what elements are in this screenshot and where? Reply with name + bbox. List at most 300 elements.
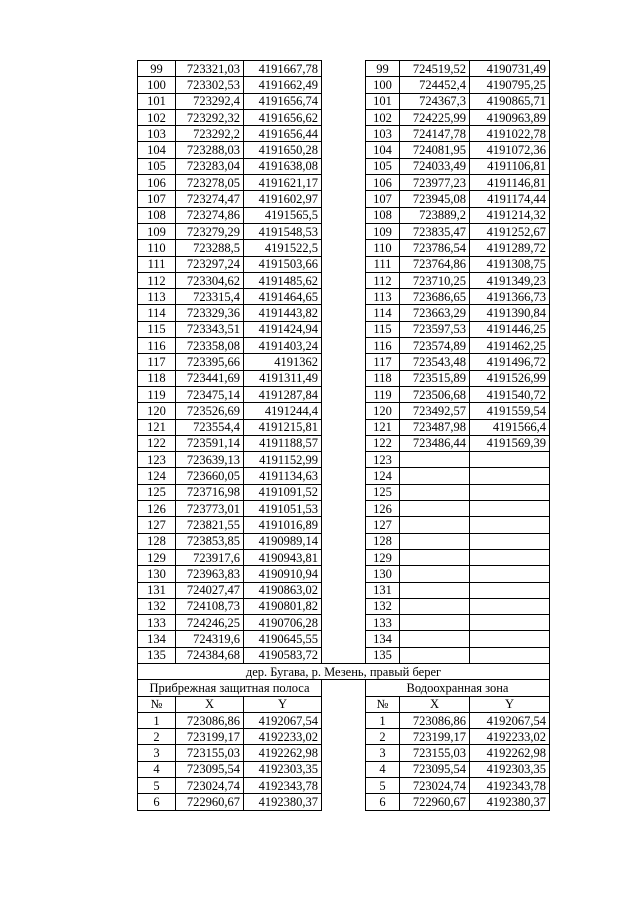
x-coordinate: 723329,36 — [176, 305, 244, 321]
x-coordinate: 723660,05 — [176, 468, 244, 484]
x-coordinate: 723475,14 — [176, 386, 244, 402]
point-number: 105 — [138, 158, 176, 174]
point-number: 129 — [366, 549, 400, 565]
y-coordinate: 4190865,71 — [470, 93, 550, 109]
table-row — [138, 386, 550, 402]
point-number: 103 — [138, 126, 176, 142]
point-number: 124 — [138, 468, 176, 484]
x-coordinate: 723663,29 — [400, 305, 470, 321]
x-coordinate: 723292,32 — [176, 109, 244, 125]
y-coordinate: 4192303,35 — [470, 761, 550, 777]
table-row — [138, 142, 550, 158]
y-coordinate: 4191485,62 — [244, 272, 322, 288]
coordinates-table — [137, 60, 550, 811]
table-row — [138, 452, 550, 468]
point-number: 100 — [366, 77, 400, 93]
x-coordinate: 723304,62 — [176, 272, 244, 288]
point-number: 2 — [138, 729, 176, 745]
column-gap — [322, 598, 366, 614]
point-number: 4 — [138, 761, 176, 777]
y-coordinate: 4190795,25 — [470, 77, 550, 93]
column-gap — [322, 582, 366, 598]
x-coordinate: 723853,85 — [176, 533, 244, 549]
point-number: 135 — [138, 647, 176, 663]
table-row — [138, 468, 550, 484]
y-coordinate: 4192067,54 — [244, 712, 322, 728]
table-row — [138, 126, 550, 142]
point-number: 111 — [366, 256, 400, 272]
point-number: 127 — [138, 517, 176, 533]
point-number: 132 — [366, 598, 400, 614]
table-row — [138, 729, 550, 745]
y-coordinate: 4191565,5 — [244, 207, 322, 223]
y-coordinate: 4191134,63 — [244, 468, 322, 484]
y-coordinate: 4191390,84 — [470, 305, 550, 321]
table-row — [138, 745, 550, 761]
x-coordinate: 723095,54 — [176, 761, 244, 777]
x-coordinate: 723292,2 — [176, 126, 244, 142]
x-coordinate — [400, 468, 470, 484]
point-number: 6 — [366, 794, 400, 810]
point-number: 107 — [138, 191, 176, 207]
y-coordinate: 4190731,49 — [470, 61, 550, 77]
y-coordinate: 4191311,49 — [244, 370, 322, 386]
point-number: 4 — [366, 761, 400, 777]
point-number: 106 — [138, 175, 176, 191]
y-coordinate: 4191244,4 — [244, 403, 322, 419]
point-number: 108 — [138, 207, 176, 223]
x-coordinate: 723086,86 — [400, 712, 470, 728]
y-coordinate: 4192233,02 — [470, 729, 550, 745]
point-number: 131 — [138, 582, 176, 598]
column-gap — [322, 77, 366, 93]
point-number: 135 — [366, 647, 400, 663]
point-number: 100 — [138, 77, 176, 93]
point-number: 5 — [366, 778, 400, 794]
x-coordinate: 722960,67 — [400, 794, 470, 810]
x-coordinate: 723441,69 — [176, 370, 244, 386]
y-coordinate: 4191308,75 — [470, 256, 550, 272]
x-coordinate: 724225,99 — [400, 109, 470, 125]
x-coordinate: 723283,04 — [176, 158, 244, 174]
point-number: 113 — [138, 289, 176, 305]
column-gap — [322, 468, 366, 484]
y-coordinate: 4191051,53 — [244, 501, 322, 517]
y-coordinate: 4191656,74 — [244, 93, 322, 109]
y-coordinate: 4191022,78 — [470, 126, 550, 142]
x-coordinate: 723786,54 — [400, 240, 470, 256]
point-number: 102 — [366, 109, 400, 125]
y-coordinate: 4191569,39 — [470, 435, 550, 451]
y-coordinate: 4191214,32 — [470, 207, 550, 223]
x-coordinate: 723889,2 — [400, 207, 470, 223]
point-number: 115 — [366, 321, 400, 337]
point-number: 112 — [366, 272, 400, 288]
point-number: 102 — [138, 109, 176, 125]
column-gap — [322, 207, 366, 223]
column-gap — [322, 680, 366, 696]
point-number: 133 — [366, 615, 400, 631]
point-number: 114 — [366, 305, 400, 321]
y-coordinate: 4191548,53 — [244, 223, 322, 239]
x-coordinate: 723639,13 — [176, 452, 244, 468]
y-coordinate: 4191496,72 — [470, 354, 550, 370]
y-coordinate: 4191366,73 — [470, 289, 550, 305]
point-number: 99 — [366, 61, 400, 77]
x-coordinate — [400, 533, 470, 549]
header-number: № — [366, 696, 400, 712]
column-gap — [322, 354, 366, 370]
table-row — [138, 549, 550, 565]
column-gap — [322, 517, 366, 533]
column-gap — [322, 501, 366, 517]
point-number: 1 — [138, 712, 176, 728]
x-coordinate: 723686,65 — [400, 289, 470, 305]
y-coordinate: 4192262,98 — [244, 745, 322, 761]
table-row — [138, 484, 550, 500]
point-number: 126 — [138, 501, 176, 517]
point-number: 101 — [138, 93, 176, 109]
table-row — [138, 761, 550, 777]
y-coordinate: 4192262,98 — [470, 745, 550, 761]
x-coordinate: 724319,6 — [176, 631, 244, 647]
y-coordinate: 4191602,97 — [244, 191, 322, 207]
column-gap — [322, 272, 366, 288]
x-coordinate: 723395,66 — [176, 354, 244, 370]
left-subtitle: Прибрежная защитная полоса — [138, 680, 322, 696]
point-number: 112 — [138, 272, 176, 288]
point-number: 107 — [366, 191, 400, 207]
column-gap — [322, 256, 366, 272]
x-coordinate: 723963,83 — [176, 566, 244, 582]
table-row — [138, 647, 550, 663]
point-number: 109 — [366, 223, 400, 239]
x-coordinate: 724108,73 — [176, 598, 244, 614]
y-coordinate — [470, 582, 550, 598]
x-coordinate: 724033,49 — [400, 158, 470, 174]
x-coordinate: 723024,74 — [176, 778, 244, 794]
point-number: 106 — [366, 175, 400, 191]
column-gap — [322, 647, 366, 663]
point-number: 128 — [138, 533, 176, 549]
point-number: 114 — [138, 305, 176, 321]
y-coordinate: 4190863,02 — [244, 582, 322, 598]
x-coordinate: 723292,4 — [176, 93, 244, 109]
x-coordinate — [400, 615, 470, 631]
column-gap — [322, 403, 366, 419]
x-coordinate: 722960,67 — [176, 794, 244, 810]
point-number: 110 — [138, 240, 176, 256]
table-row — [138, 207, 550, 223]
x-coordinate: 723597,53 — [400, 321, 470, 337]
point-number: 120 — [366, 403, 400, 419]
y-coordinate — [470, 566, 550, 582]
x-coordinate — [400, 566, 470, 582]
point-number: 117 — [138, 354, 176, 370]
column-gap — [322, 615, 366, 631]
x-coordinate: 723274,86 — [176, 207, 244, 223]
y-coordinate: 4191464,65 — [244, 289, 322, 305]
table-row — [138, 61, 550, 77]
table-row — [138, 256, 550, 272]
y-coordinate: 4192233,02 — [244, 729, 322, 745]
x-coordinate: 724367,3 — [400, 93, 470, 109]
x-coordinate: 723343,51 — [176, 321, 244, 337]
y-coordinate: 4191667,78 — [244, 61, 322, 77]
point-number: 101 — [366, 93, 400, 109]
table-row — [138, 338, 550, 354]
y-coordinate: 4191443,82 — [244, 305, 322, 321]
point-number: 123 — [138, 452, 176, 468]
x-coordinate: 723710,25 — [400, 272, 470, 288]
table-row — [138, 191, 550, 207]
header-row — [138, 696, 550, 712]
column-gap — [322, 533, 366, 549]
y-coordinate — [470, 647, 550, 663]
x-coordinate: 723554,4 — [176, 419, 244, 435]
table-row — [138, 582, 550, 598]
column-gap — [322, 305, 366, 321]
y-coordinate — [470, 452, 550, 468]
y-coordinate — [470, 533, 550, 549]
y-coordinate: 4191621,17 — [244, 175, 322, 191]
y-coordinate — [470, 631, 550, 647]
column-gap — [322, 158, 366, 174]
column-gap — [322, 109, 366, 125]
column-gap — [322, 142, 366, 158]
y-coordinate: 4191289,72 — [470, 240, 550, 256]
y-coordinate: 4191016,89 — [244, 517, 322, 533]
y-coordinate: 4191526,99 — [470, 370, 550, 386]
x-coordinate: 723821,55 — [176, 517, 244, 533]
column-gap — [322, 452, 366, 468]
y-coordinate: 4191152,99 — [244, 452, 322, 468]
column-gap — [322, 631, 366, 647]
y-coordinate: 4191252,67 — [470, 223, 550, 239]
header-y: Y — [244, 696, 322, 712]
y-coordinate: 4191403,24 — [244, 338, 322, 354]
table-row — [138, 289, 550, 305]
y-coordinate: 4191656,44 — [244, 126, 322, 142]
point-number: 105 — [366, 158, 400, 174]
y-coordinate — [470, 501, 550, 517]
table-row — [138, 566, 550, 582]
table-row — [138, 370, 550, 386]
point-number: 122 — [138, 435, 176, 451]
x-coordinate: 723274,47 — [176, 191, 244, 207]
table-row — [138, 354, 550, 370]
point-number: 116 — [366, 338, 400, 354]
point-number: 127 — [366, 517, 400, 533]
point-number: 132 — [138, 598, 176, 614]
point-number: 111 — [138, 256, 176, 272]
column-gap — [322, 370, 366, 386]
point-number: 109 — [138, 223, 176, 239]
header-y: Y — [470, 696, 550, 712]
table-row — [138, 305, 550, 321]
point-number: 5 — [138, 778, 176, 794]
x-coordinate: 723302,53 — [176, 77, 244, 93]
x-coordinate: 723199,17 — [176, 729, 244, 745]
column-gap — [322, 289, 366, 305]
x-coordinate: 723278,05 — [176, 175, 244, 191]
point-number: 134 — [366, 631, 400, 647]
y-coordinate: 4191188,57 — [244, 435, 322, 451]
x-coordinate — [400, 647, 470, 663]
point-number: 122 — [366, 435, 400, 451]
x-coordinate: 723574,89 — [400, 338, 470, 354]
point-number: 108 — [366, 207, 400, 223]
table-row — [138, 158, 550, 174]
y-coordinate: 4191559,54 — [470, 403, 550, 419]
y-coordinate — [470, 517, 550, 533]
point-number: 121 — [138, 419, 176, 435]
point-number: 110 — [366, 240, 400, 256]
table-row — [138, 93, 550, 109]
table-row — [138, 794, 550, 810]
point-number: 134 — [138, 631, 176, 647]
column-gap — [322, 484, 366, 500]
x-coordinate: 724384,68 — [176, 647, 244, 663]
x-coordinate: 723764,86 — [400, 256, 470, 272]
x-coordinate: 723486,44 — [400, 435, 470, 451]
y-coordinate: 4191072,36 — [470, 142, 550, 158]
column-gap — [322, 191, 366, 207]
table-row — [138, 778, 550, 794]
table-row — [138, 321, 550, 337]
point-number: 103 — [366, 126, 400, 142]
x-coordinate: 723288,5 — [176, 240, 244, 256]
column-gap — [322, 321, 366, 337]
x-coordinate: 723155,03 — [400, 745, 470, 761]
column-gap — [322, 549, 366, 565]
y-coordinate: 4191424,94 — [244, 321, 322, 337]
column-gap — [322, 419, 366, 435]
column-gap — [322, 126, 366, 142]
x-coordinate — [400, 549, 470, 565]
section-title: дер. Бугава, р. Мезень, правый берег — [138, 663, 550, 679]
y-coordinate: 4192303,35 — [244, 761, 322, 777]
table-row — [138, 501, 550, 517]
x-coordinate: 723716,98 — [176, 484, 244, 500]
x-coordinate: 724519,52 — [400, 61, 470, 77]
table-row — [138, 175, 550, 191]
column-gap — [322, 761, 366, 777]
column-gap — [322, 729, 366, 745]
point-number: 121 — [366, 419, 400, 435]
point-number: 113 — [366, 289, 400, 305]
point-number: 6 — [138, 794, 176, 810]
x-coordinate: 723515,89 — [400, 370, 470, 386]
x-coordinate: 723526,69 — [176, 403, 244, 419]
x-coordinate: 723977,23 — [400, 175, 470, 191]
point-number: 125 — [138, 484, 176, 500]
column-gap — [322, 175, 366, 191]
table-row — [138, 631, 550, 647]
table-row — [138, 533, 550, 549]
column-gap — [322, 794, 366, 810]
column-gap — [322, 386, 366, 402]
point-number: 133 — [138, 615, 176, 631]
x-coordinate: 723917,6 — [176, 549, 244, 565]
x-coordinate: 723773,01 — [176, 501, 244, 517]
point-number: 119 — [366, 386, 400, 402]
y-coordinate: 4191349,23 — [470, 272, 550, 288]
x-coordinate: 724081,95 — [400, 142, 470, 158]
table-row — [138, 240, 550, 256]
y-coordinate: 4191656,62 — [244, 109, 322, 125]
x-coordinate — [400, 582, 470, 598]
x-coordinate: 723024,74 — [400, 778, 470, 794]
point-number: 118 — [366, 370, 400, 386]
point-number: 2 — [366, 729, 400, 745]
y-coordinate: 4192380,37 — [244, 794, 322, 810]
y-coordinate: 4191287,84 — [244, 386, 322, 402]
x-coordinate — [400, 598, 470, 614]
x-coordinate: 724147,78 — [400, 126, 470, 142]
x-coordinate: 724452,4 — [400, 77, 470, 93]
x-coordinate: 723492,57 — [400, 403, 470, 419]
point-number: 3 — [366, 745, 400, 761]
y-coordinate: 4192380,37 — [470, 794, 550, 810]
y-coordinate: 4190801,82 — [244, 598, 322, 614]
table-row — [138, 517, 550, 533]
y-coordinate: 4190910,94 — [244, 566, 322, 582]
x-coordinate — [400, 517, 470, 533]
point-number: 126 — [366, 501, 400, 517]
subtitle-row — [138, 680, 550, 696]
point-number: 119 — [138, 386, 176, 402]
point-number: 124 — [366, 468, 400, 484]
point-number: 1 — [366, 712, 400, 728]
column-gap — [322, 745, 366, 761]
x-coordinate — [400, 501, 470, 517]
x-coordinate — [400, 452, 470, 468]
column-gap — [322, 696, 366, 712]
y-coordinate: 4191091,52 — [244, 484, 322, 500]
table-row — [138, 77, 550, 93]
y-coordinate: 4190943,81 — [244, 549, 322, 565]
point-number: 104 — [138, 142, 176, 158]
point-number: 131 — [366, 582, 400, 598]
y-coordinate: 4191446,25 — [470, 321, 550, 337]
x-coordinate — [400, 631, 470, 647]
x-coordinate: 723543,48 — [400, 354, 470, 370]
point-number: 115 — [138, 321, 176, 337]
y-coordinate: 4191503,66 — [244, 256, 322, 272]
column-gap — [322, 240, 366, 256]
x-coordinate: 724027,47 — [176, 582, 244, 598]
point-number: 130 — [366, 566, 400, 582]
y-coordinate — [470, 484, 550, 500]
y-coordinate: 4191522,5 — [244, 240, 322, 256]
table-row — [138, 435, 550, 451]
point-number: 116 — [138, 338, 176, 354]
point-number: 130 — [138, 566, 176, 582]
y-coordinate: 4191462,25 — [470, 338, 550, 354]
y-coordinate: 4191662,49 — [244, 77, 322, 93]
column-gap — [322, 61, 366, 77]
column-gap — [322, 712, 366, 728]
section-title-row — [138, 663, 550, 679]
y-coordinate: 4191215,81 — [244, 419, 322, 435]
point-number: 123 — [366, 452, 400, 468]
y-coordinate: 4191362 — [244, 354, 322, 370]
column-gap — [322, 223, 366, 239]
table-row — [138, 615, 550, 631]
point-number: 99 — [138, 61, 176, 77]
y-coordinate: 4191650,28 — [244, 142, 322, 158]
